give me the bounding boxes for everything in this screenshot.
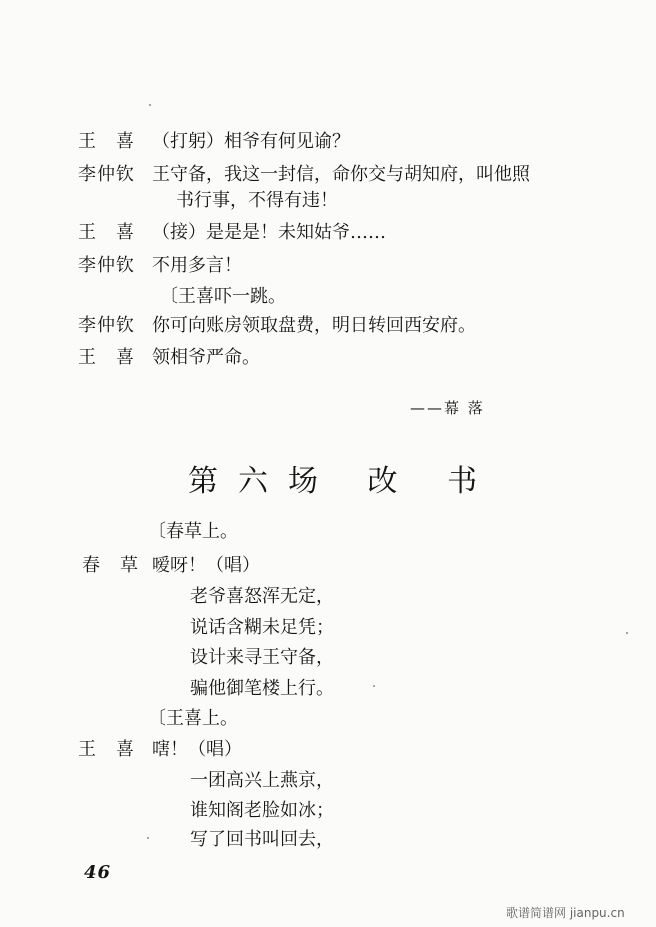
- scan-speck: [626, 632, 628, 634]
- speaker-wangxi: 王 喜: [78, 347, 135, 368]
- song-line: 一团高兴上燕京，: [190, 770, 334, 791]
- scan-speck: [373, 685, 375, 687]
- page-number: 46: [84, 862, 112, 883]
- curtain-direction: ——幕 落: [410, 399, 485, 417]
- song-line: 写了回书叫回去，: [190, 829, 334, 850]
- speaker-wangxi: 王 喜: [78, 739, 135, 760]
- speaker-wangxi: 王 喜: [78, 131, 135, 152]
- dialogue-line: （打躬）相爷有何见谕？: [152, 131, 350, 152]
- song-line: 老爷喜怒浑无定，: [190, 586, 334, 607]
- stage-direction: 〔王喜吓一跳。: [160, 286, 286, 307]
- scene-title: 第六场 改 书: [188, 464, 498, 499]
- dialogue-line: 领相爷严命。: [152, 347, 260, 368]
- song-line: 说话含糊未足凭；: [190, 617, 334, 638]
- dialogue-line: 不用多言！: [152, 255, 242, 276]
- song-line: 设计来寻王守备，: [190, 647, 334, 668]
- dialogue-line: 你可向账房领取盘费，明日转回西安府。: [152, 315, 476, 336]
- dialogue-line: （接）是是是！未知姑爷……: [152, 222, 386, 243]
- speaker-li-zhongqin: 李仲钦: [78, 255, 135, 276]
- speaker-wangxi: 王 喜: [78, 222, 135, 243]
- song-line: 谁知阁老脸如冰；: [190, 800, 334, 821]
- stage-direction: 〔春草上。: [148, 521, 238, 542]
- dialogue-continuation: 书行事，不得有违！: [176, 190, 338, 211]
- speaker-chuncao: 春 草: [82, 555, 139, 576]
- scan-speck: [149, 104, 151, 106]
- song-line: 骗他御笔楼上行。: [190, 678, 334, 699]
- site-watermark: 歌谱简谱网 jianpu.cn: [506, 906, 625, 920]
- stage-direction: 〔王喜上。: [148, 708, 238, 729]
- dialogue-line: 王守备，我这一封信，命你交与胡知府，叫他照: [152, 164, 530, 185]
- scan-speck: [147, 837, 149, 839]
- speaker-li-zhongqin: 李仲钦: [78, 164, 135, 185]
- dialogue-line: 嗐！（唱）: [152, 739, 242, 760]
- speaker-li-zhongqin: 李仲钦: [78, 315, 135, 336]
- dialogue-line: 嗳呀！（唱）: [152, 555, 260, 576]
